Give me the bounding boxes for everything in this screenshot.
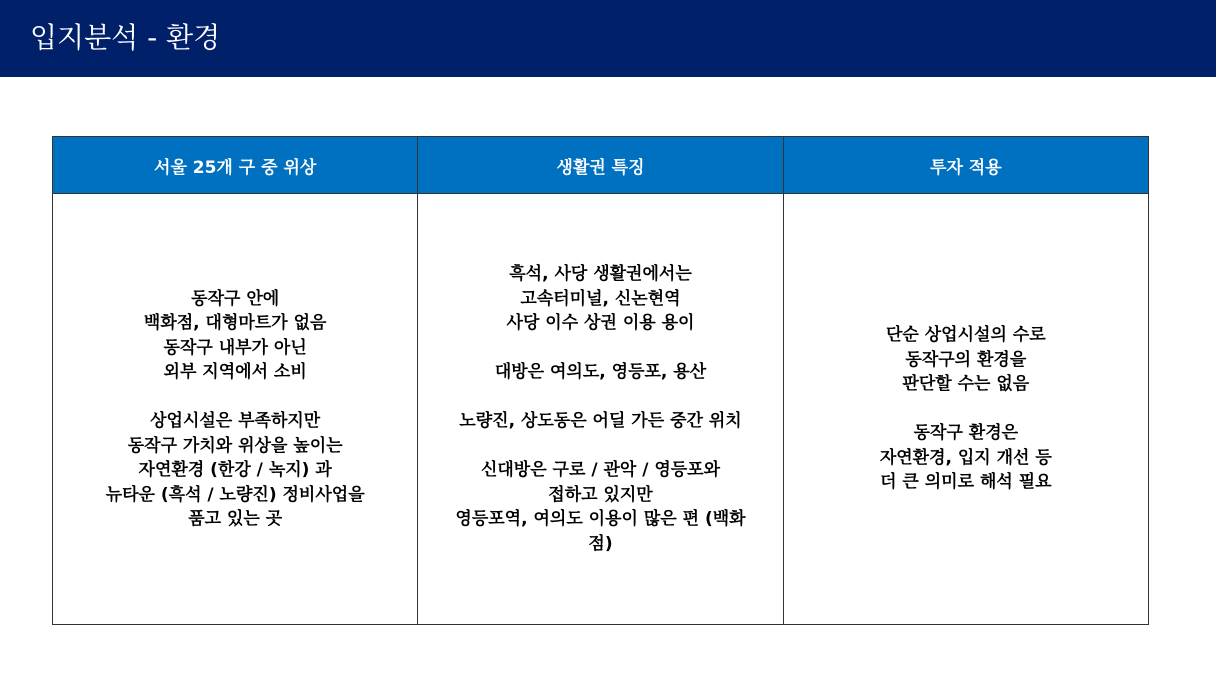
cell-line [792,397,1140,422]
cell-line: 접하고 있지만 [548,484,653,505]
header-investment: 투자 적용 [783,137,1148,194]
cell-line: 뉴타운 (흑석 / 노량진) 정비사업을 [105,484,365,505]
cell-line: 동작구 안에 [191,288,280,309]
cell-line: 사당 이수 상권 이용 용이 [506,313,695,333]
analysis-table [52,136,1149,625]
cell-line: 동작구 내부가 아닌 [163,337,307,358]
cell-line: 단순 상업시설의 수로 [886,325,1046,346]
cell-line: 고속터미널, 신논현역 [520,288,681,309]
cell-line: 동작구의 환경을 [905,349,1027,370]
cell-living-area [418,194,783,625]
cell-line: 품고 있는 곳 [188,509,283,529]
cell-line: 신대방은 구로 / 관악 / 영등포와 [480,460,721,480]
cell-line [426,385,774,410]
cell-line [426,336,774,361]
cell-line: 상업시설은 부족하지만 [150,411,321,431]
page-title: 입지분석 - 환경 [30,21,221,54]
cell-line: 판단할 수는 없음 [902,374,1030,395]
cell-line: 백화점, 대형마트가 없음 [143,313,327,333]
cell-seoul-position [53,194,418,625]
cell-line: 노량진, 상도동은 어딜 가든 중간 위치 [459,411,742,431]
table-row [53,194,1149,625]
table-header-row [53,137,1149,194]
title-bar [0,0,1216,77]
cell-line: 대방은 여의도, 영등포, 용산 [494,362,707,382]
cell-line: 영등포역, 여의도 이용이 많은 편 (백화 [455,509,746,529]
cell-line: 자연환경 (한강 / 녹지) 과 [138,460,332,480]
cell-line: 자연환경, 입지 개선 등 [879,447,1052,468]
cell-line [426,434,774,459]
cell-line: 더 큰 의미로 해석 필요 [880,472,1052,493]
cell-line: 동작구 환경은 [913,423,1019,444]
cell-line: 점) [588,533,613,554]
cell-line: 외부 지역에서 소비 [163,362,307,382]
cell-line [61,385,409,410]
cell-line: 흑석, 사당 생활권에서는 [509,264,692,284]
cell-investment [783,194,1148,625]
header-living-area: 생활권 특징 [418,137,783,194]
cell-line: 동작구 가치와 위상을 높이는 [127,435,343,456]
header-seoul-position: 서울 25개 구 중 위상 [53,137,418,194]
